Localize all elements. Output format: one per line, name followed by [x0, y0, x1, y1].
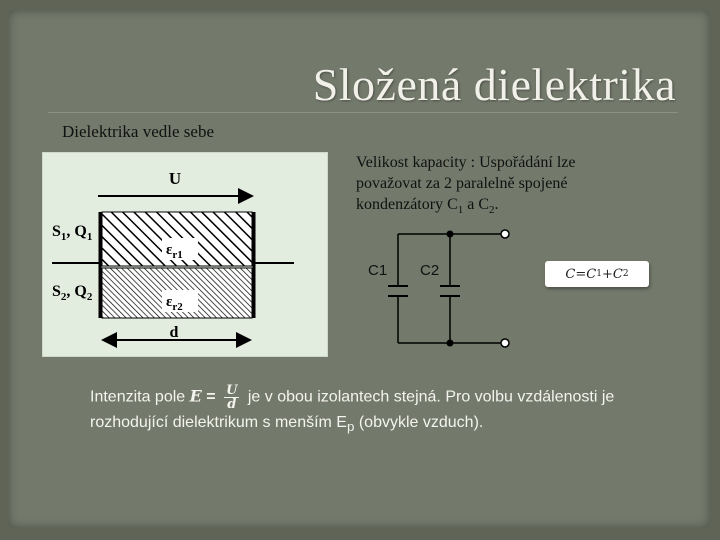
distance-label: d [169, 324, 179, 341]
s2-q2-label: $S_2$, $Q_2$ [52, 283, 93, 303]
eps1-label: $\varepsilon_{r1}$ [166, 242, 183, 261]
slide-title: Složená dielektrika [312, 59, 676, 110]
terminal-top [501, 230, 509, 238]
node-top [447, 231, 454, 238]
node-bottom [447, 340, 454, 347]
intensity-symbol: E [189, 386, 202, 406]
slide-subtitle: Dielektrika vedle sebe [62, 122, 214, 141]
parallel-circuit [388, 234, 505, 343]
eps2-label: $\varepsilon_{r2}$ [166, 294, 183, 313]
voltage-label: U [168, 169, 182, 188]
terminal-bottom [501, 339, 509, 347]
capacity-description: Velikost kapacity : Uspořádání lze považovat za 2 paralelně spojené kondenzátory $C_1$ a $C_2$. [356, 154, 576, 217]
capacity-formula: C = C 1 + C 2 [545, 261, 649, 287]
c2-label: C2 [420, 262, 440, 279]
u-over-d-fraction: $\frac{U}{d}$ [226, 383, 238, 412]
field-intensity-note: Intenzita pole E = $\frac{U}{d}$ je v obou izolantech stejná. Pro volbu vzdálenosti je rozhodující dielektrikum s menším $E_p$ (obvykle vzduch). [90, 383, 615, 435]
c1-label: C1 [368, 262, 388, 279]
s1-q1-label: $S_1$, $Q_1$ [52, 223, 93, 243]
